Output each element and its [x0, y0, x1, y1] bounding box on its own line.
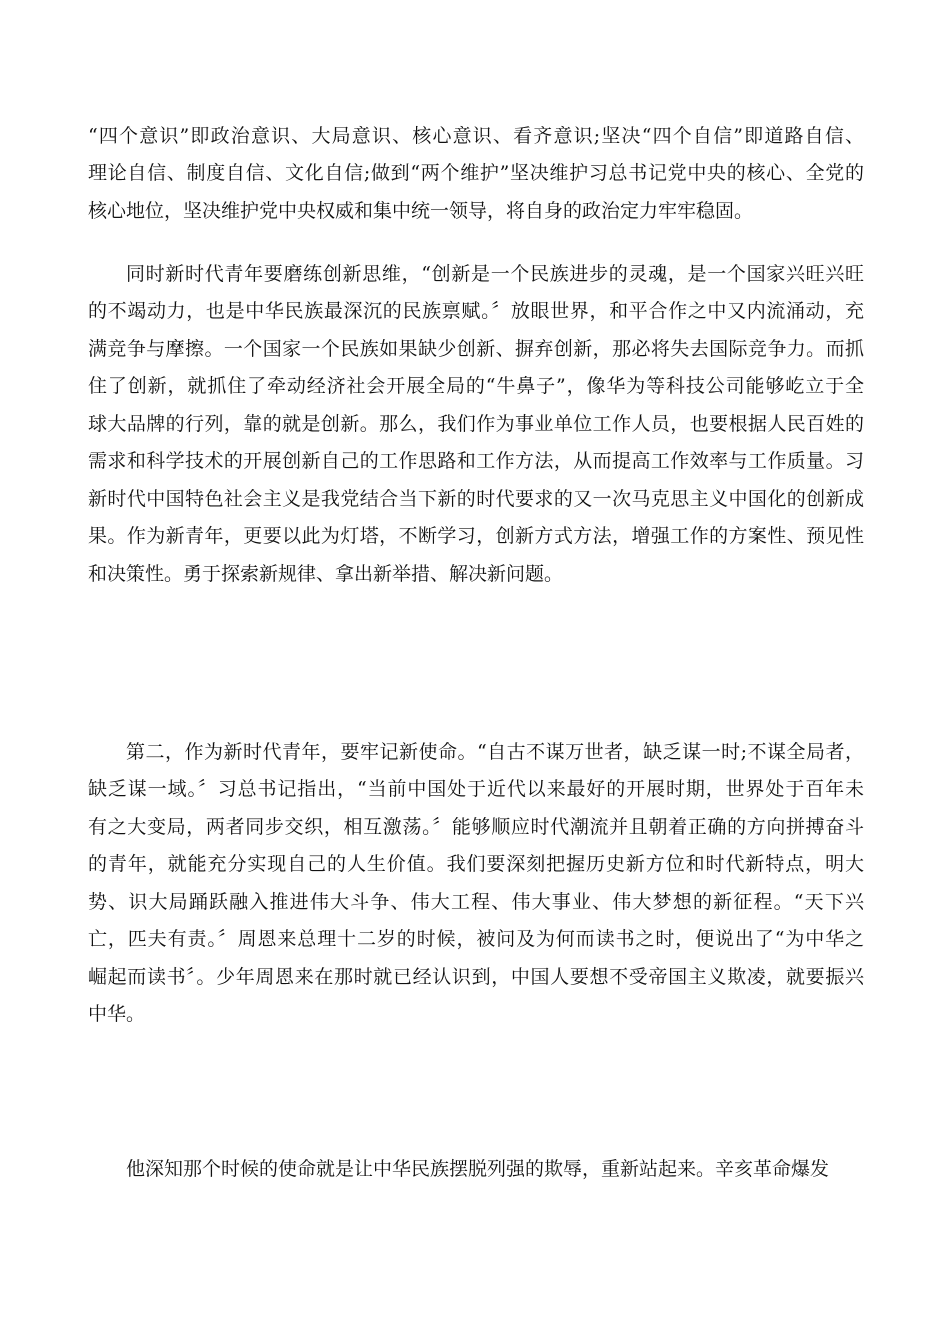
- text-line: 势、识大局踊跃融入推进伟大斗争、伟大工程、伟大事业、伟大梦想的新征程。“天下兴: [88, 891, 864, 913]
- text-line: 他深知那个时候的使命就是让中华民族摆脱列强的欺辱，重新站起来。辛亥革命爆发: [126, 1158, 830, 1180]
- text-line: “四个意识”即政治意识、大局意识、核心意识、看齐意识;坚决“四个自信”即道路自信、: [88, 125, 864, 147]
- text-line: 中华。: [88, 1003, 146, 1025]
- text-line: 球大品牌的行列，靠的就是创新。那么，我们作为事业单位工作人员，也要根据人民百姓的: [88, 413, 864, 435]
- text-line: 满竞争与摩擦。一个国家一个民族如果缺少创新、摒弃创新，那必将失去国际竞争力。而抓: [88, 338, 864, 360]
- text-line: 同时新时代青年要磨练创新思维，“创新是一个民族进步的灵魂，是一个国家兴旺兴旺: [126, 263, 864, 285]
- text-line: 和决策性。勇于探索新规律、拿出新举措、解决新问题。: [88, 563, 564, 585]
- text-line: 崛起而读书〞。少年周恩来在那时就已经认识到，中国人要想不受帝国主义欺凌，就要振兴: [88, 966, 864, 988]
- text-line: 的青年，就能充分实现自己的人生价值。我们要深刻把握历史新方位和时代新特点，明大: [88, 853, 864, 875]
- text-line: 第二，作为新时代青年，要牢记新使命。“自古不谋万世者，缺乏谋一时;不谋全局者，: [126, 741, 864, 763]
- text-line: 住了创新，就抓住了牵动经济社会开展全局的“牛鼻子”，像华为等科技公司能够屹立于全: [88, 375, 864, 397]
- text-line: 需求和科学技术的开展创新自己的工作思路和工作方法，从而提高工作效率与工作质量。习: [88, 450, 864, 472]
- text-line: 有之大变局，两者同步交织，相互激荡。〞能够顺应时代潮流并且朝着正确的方向拼搏奋斗: [88, 816, 864, 838]
- text-line: 新时代中国特色社会主义是我党结合当下新的时代要求的又一次马克思主义中国化的创新成: [88, 488, 864, 510]
- text-line: 的不竭动力，也是中华民族最深沉的民族禀赋。〞放眼世界，和平合作之中又内流涌动，充: [88, 300, 864, 322]
- text-line: 理论自信、制度自信、文化自信;做到“两个维护”坚决维护习总书记党中央的核心、全党的: [88, 162, 864, 184]
- text-line: 亡，匹夫有责。〞周恩来总理十二岁的时候，被问及为何而读书之时，便说出了“为中华之: [88, 928, 864, 950]
- text-line: 核心地位，坚决维护党中央权威和集中统一领导，将自身的政治定力牢牢稳固。: [88, 200, 754, 222]
- text-line: 缺乏谋一域。〞习总书记指出，“当前中国处于近代以来最好的开展时期，世界处于百年未: [88, 778, 864, 800]
- text-line: 果。作为新青年，更要以此为灯塔，不断学习，创新方式方法，增强工作的方案性、预见性: [88, 525, 864, 547]
